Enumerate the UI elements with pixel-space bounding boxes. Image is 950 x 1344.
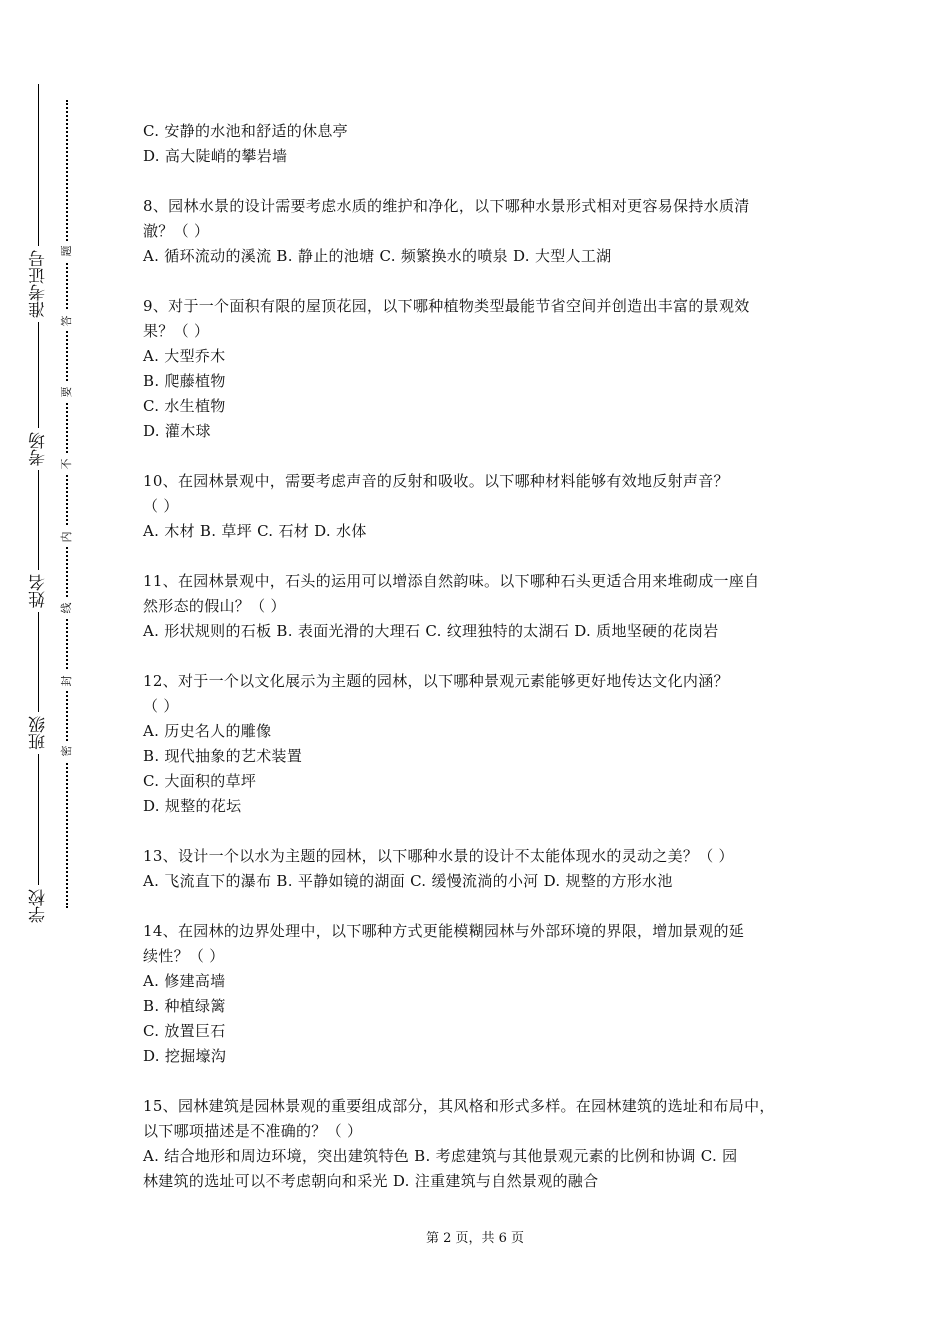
question-text: 澈？（ ）: [143, 222, 210, 240]
question-text: 12、对于一个以文化展示为主题的园林，以下哪种景观元素能够更好地传达文化内涵？: [143, 672, 729, 690]
question-text: 14、在园林的边界处理中，以下哪种方式更能模糊园林与外部环境的界限，增加景观的延: [143, 922, 745, 940]
seal-char: 内: [57, 527, 77, 547]
question-11: [143, 569, 823, 644]
question-9: [143, 294, 823, 444]
option-line: D. 规整的花坛: [143, 797, 242, 815]
question-text: 15、园林建筑是园林景观的重要组成部分，其风格和形式多样。在园林建筑的选址和布局中，: [143, 1097, 775, 1115]
option-line: C. 安静的水池和舒适的休息亭: [143, 122, 348, 140]
option-line: A. 形状规则的石板 B. 表面光滑的大理石 C. 纹理独特的太湖石 D. 质地坚硬的花岗岩: [143, 622, 719, 640]
seal-char: 封: [57, 671, 77, 691]
question-text: 10、在园林景观中，需要考虑声音的反射和吸收。以下哪种材料能够有效地反射声音？: [143, 472, 729, 490]
question-text: 11、在园林景观中，石头的运用可以增添自然韵味。以下哪种石头更适合用来堆砌成一座自: [143, 572, 760, 590]
option-line: A. 结合地形和周边环境，突出建筑特色 B. 考虑建筑与其他景观元素的比例和协调 C. 园: [143, 1147, 738, 1165]
option-line: D. 高大陡峭的攀岩墙: [143, 147, 288, 165]
question-text: 以下哪项描述是不准确的？（ ）: [143, 1122, 363, 1140]
field-exam-id-label: 准考证号: [22, 246, 56, 322]
question-10: [143, 469, 823, 544]
seal-char: 要: [57, 382, 77, 402]
seal-char: 线: [57, 598, 77, 618]
option-line: A. 历史名人的雕像: [143, 722, 272, 740]
field-class-label: 班级: [22, 712, 56, 754]
question-8: [143, 194, 823, 269]
question-13: [143, 844, 823, 894]
question-text: 果？（ ）: [143, 322, 210, 340]
seal-char: 题: [57, 241, 77, 261]
option-line: A. 修建高墙: [143, 972, 226, 990]
binding-margin: [0, 0, 95, 1344]
question-text: 然形态的假山？（ ）: [143, 597, 286, 615]
question-text: （ ）: [143, 497, 179, 515]
question-14: [143, 919, 823, 1069]
option-line: B. 现代抽象的艺术装置: [143, 747, 303, 765]
seal-char: 答: [57, 311, 77, 331]
continued-options: [143, 119, 823, 169]
question-text: 13、设计一个以水为主题的园林，以下哪种水景的设计不太能体现水的灵动之美？（ ）: [143, 847, 734, 865]
option-line: A. 大型乔木: [143, 347, 226, 365]
binding-dotted-line: [66, 100, 68, 908]
question-text: 续性？（ ）: [143, 947, 225, 965]
question-text: 8、园林水景的设计需要考虑水质的维护和净化，以下哪种水景形式相对更容易保持水质清: [143, 197, 750, 215]
option-line: A. 循环流动的溪流 B. 静止的池塘 C. 频繁换水的喷泉 D. 大型人工湖: [143, 247, 612, 265]
exam-content: [143, 119, 823, 1219]
option-line: 林建筑的选址可以不考虑朝向和采光 D. 注重建筑与自然景观的融合: [143, 1172, 599, 1190]
option-line: C. 大面积的草坪: [143, 772, 257, 790]
binding-solid-line: [38, 84, 39, 924]
option-line: D. 灌木球: [143, 422, 211, 440]
option-line: A. 木材 B. 草坪 C. 石材 D. 水体: [143, 522, 367, 540]
question-12: [143, 669, 823, 819]
question-text: 9、对于一个面积有限的屋顶花园，以下哪种植物类型最能节省空间并创造出丰富的景观效: [143, 297, 750, 315]
seal-char: 密: [57, 741, 77, 761]
page-footer: 第 2 页，共 6 页: [425, 1231, 525, 1246]
option-line: C. 水生植物: [143, 397, 226, 415]
option-line: B. 种植绿篱: [143, 997, 226, 1015]
question-text: （ ）: [143, 697, 179, 715]
question-15: [143, 1094, 823, 1194]
seal-char: 不: [57, 454, 77, 474]
option-line: C. 放置巨石: [143, 1022, 226, 1040]
option-line: B. 爬藤植物: [143, 372, 226, 390]
field-name-label: 姓名: [22, 570, 56, 612]
field-school-label: 学校: [22, 885, 56, 927]
option-line: D. 挖掘壕沟: [143, 1047, 227, 1065]
option-line: A. 飞流直下的瀑布 B. 平静如镜的湖面 C. 缓慢流淌的小河 D. 规整的方形水池: [143, 872, 673, 890]
field-exam-room-label: 考场: [22, 428, 56, 470]
